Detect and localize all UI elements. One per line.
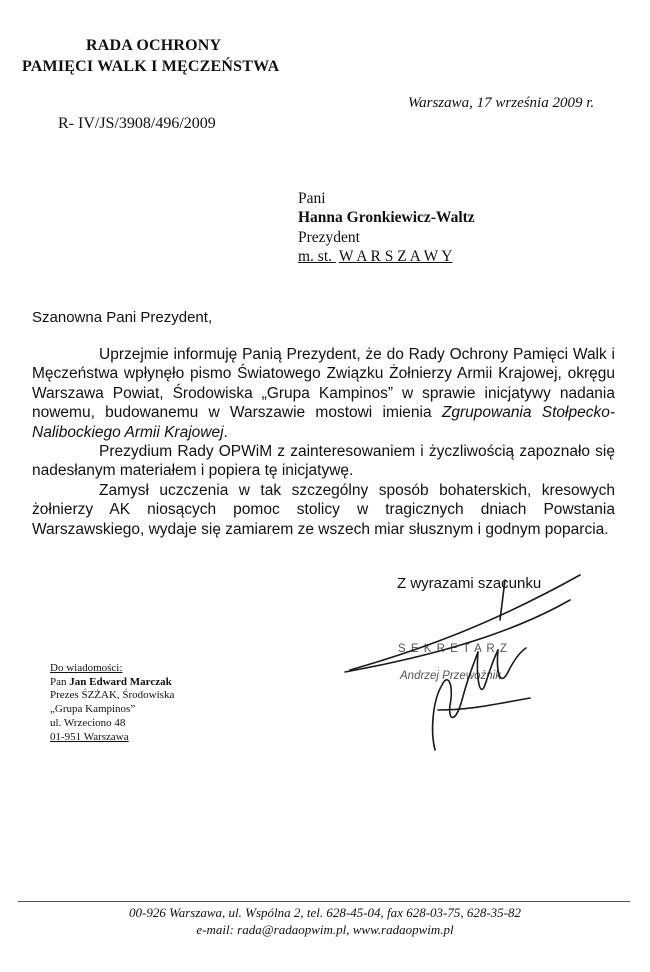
body-p1-text: Uprzejmie informuję Panią Prezydent, że do Rady Ochrony Pamięci Walk i Męczeństwa wpłynęło pismo Światowego Związku Żołnierzy Armii Krajowej, okręgu Warszawa Powiat, Środowiska „Grupa Kampinos” w sprawie inicjatywy nadania nowemu, budowanemu w Warszawie mostowi imienia: [32, 346, 615, 422]
recipient-city-name: W A R S Z A W Y: [338, 248, 453, 265]
footer-address: 00-926 Warszawa, ul. Wspólna 2, tel. 628-45-04, fax 628-03-75, 628-35-82: [128, 905, 522, 920]
handwritten-signature-icon: [330, 560, 590, 760]
place-date: Warszawa, 17 września 2009 r.: [408, 95, 595, 111]
cc-name: Jan Edward Marczak: [69, 675, 172, 688]
letter-body: [32, 345, 615, 539]
stamp-name: Andrzej Przewoźnik: [400, 670, 501, 682]
greeting: Szanowna Pani Prezydent,: [32, 309, 213, 326]
cc-line5: 01-951 Warszawa: [50, 730, 129, 743]
cc-block: [50, 662, 174, 744]
body-paragraph-3: Zamysł uczczenia w tak szczególny sposób bohaterskich, kresowych żołnierzy AK niosących pomoc stolicy w tragicznych dniach Powstania Warszawskiego, wydaje się zamiarem ze wszech miar słusznym i godnym poparcia.: [32, 481, 615, 538]
body-paragraph-2: Prezydium Rady OPWiM z zainteresowaniem i życzliwością zapoznało się nadesłanym materiałem i popiera tę inicjatywę.: [32, 443, 615, 480]
cc-heading: Do wiadomości:: [50, 662, 123, 674]
footer-contact: e-mail: rada@radaopwim.pl, www.radaopwim.pl: [196, 922, 454, 937]
recipient-city: [298, 248, 452, 266]
recipient-city-prefix: m. st.: [298, 248, 333, 265]
recipient-title: Prezydent: [298, 229, 360, 246]
cc-line2: Prezes ŚZŻAK, Środowiska: [50, 689, 175, 702]
cc-line3: „Grupa Kampinos”: [50, 703, 136, 716]
body-p1-end: .: [223, 423, 228, 441]
recipient-salutation: Pani: [298, 190, 326, 207]
cc-prefix: Pan: [50, 675, 67, 688]
org-name-line1: RADA OCHRONY: [86, 37, 222, 54]
footer-divider: [18, 901, 630, 902]
reference-number: R- IV/JS/3908/496/2009: [58, 115, 216, 132]
body-p1-italic: Zgrupowania Stołpecko-Nalibockiego Armii Krajowej: [32, 404, 615, 441]
body-paragraph-1: [32, 345, 615, 442]
recipient-name: Hanna Gronkiewicz-Waltz: [298, 209, 475, 226]
closing-regards: Z wyrazami szacunku: [397, 575, 542, 592]
org-name-line2: PAMIĘCI WALK I MĘCZEŃSTWA: [22, 58, 280, 75]
cc-line4: ul. Wrzeciono 48: [50, 716, 126, 729]
stamp-role: S E K R E T A R Z: [398, 643, 508, 655]
cc-recipient: [50, 676, 174, 690]
